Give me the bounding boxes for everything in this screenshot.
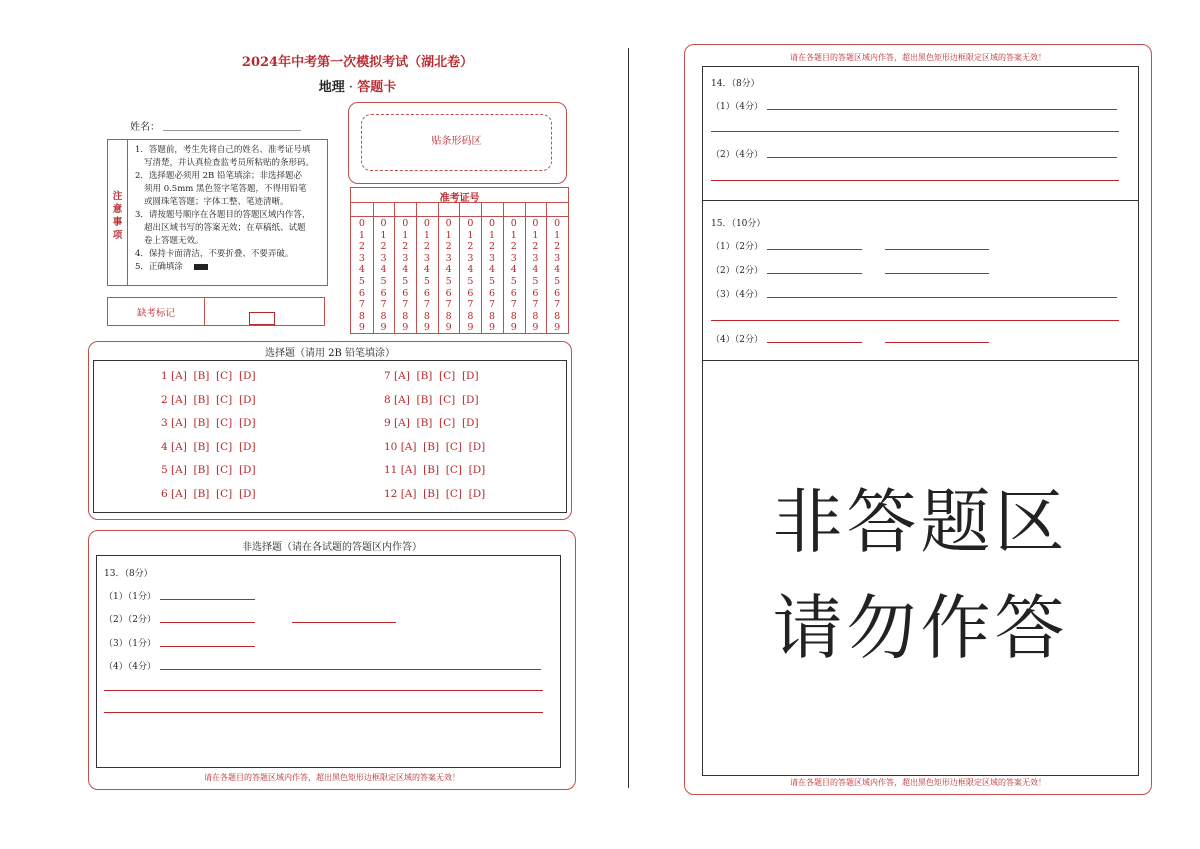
ticket-column xyxy=(351,202,374,333)
ticket-digit-bubble[interactable]: 5 xyxy=(467,275,474,287)
ticket-digit-bubble[interactable]: 5 xyxy=(423,275,430,287)
q14-part2-line-2[interactable] xyxy=(711,180,1119,181)
ticket-digit-bubble[interactable]: 2 xyxy=(467,241,474,253)
q13-part4-line-3[interactable] xyxy=(104,712,543,713)
ticket-digit-bubble[interactable]: 0 xyxy=(402,218,409,229)
ticket-digit-bubble[interactable]: 0 xyxy=(445,218,452,229)
ticket-digit-bubble[interactable]: 9 xyxy=(489,322,496,334)
left-warning: 请在各题目的答题区域内作答，超出黑色矩形边框限定区域的答案无效！ xyxy=(204,773,460,782)
ticket-digit-bubble[interactable]: 1 xyxy=(380,229,387,241)
ticket-column xyxy=(481,202,504,333)
ticket-digit-bubble[interactable]: 8 xyxy=(532,310,539,322)
ticket-digit-bubble[interactable]: 2 xyxy=(532,241,539,253)
ticket-label: 准考证号 xyxy=(439,193,480,204)
name-input-line[interactable] xyxy=(163,130,301,131)
ticket-digit-bubble[interactable]: 2 xyxy=(358,241,365,253)
choice-question-row[interactable]: 4 [A] [B] [C] [D] xyxy=(161,440,256,453)
subject-name: 地理 xyxy=(318,80,345,95)
ticket-digit-bubble[interactable]: 6 xyxy=(489,287,496,299)
ticket-digit-bubble[interactable]: 8 xyxy=(445,310,452,322)
barcode-outer xyxy=(348,102,567,184)
choice-question-row[interactable]: 9 [A] [B] [C] [D] xyxy=(384,417,479,429)
fill-sample-mark xyxy=(194,264,208,270)
notice-line xyxy=(135,261,327,274)
ticket-digit-bubble[interactable]: 5 xyxy=(554,275,561,287)
ticket-digit-bubble[interactable]: 4 xyxy=(380,264,387,276)
notice-side-char: 意 xyxy=(112,204,123,215)
ticket-digit-bubble[interactable]: 6 xyxy=(554,287,561,299)
q14-part1-label: （1）（4分） xyxy=(711,102,763,112)
ticket-digit-bubble[interactable]: 9 xyxy=(423,322,430,334)
notice-side-char: 项 xyxy=(112,230,123,241)
ticket-digit-bubble[interactable]: 2 xyxy=(489,241,496,253)
q15-part3-line-2[interactable] xyxy=(711,320,1119,321)
ticket-digit-bubble[interactable]: 1 xyxy=(532,229,539,241)
q15-part4-line-a[interactable] xyxy=(767,342,862,343)
choice-question-row[interactable]: 6 [A] [B] [C] [D] xyxy=(161,487,256,500)
ticket-digit-bubble[interactable]: 0 xyxy=(532,218,539,229)
subject-dot: · xyxy=(348,80,354,95)
ticket-digit-bubble[interactable]: 7 xyxy=(423,299,430,311)
q15-part4-line-b[interactable] xyxy=(885,342,989,343)
choice-question-row[interactable]: 11 [A] [B] [C] [D] xyxy=(384,464,486,476)
ticket-digit-bubble[interactable]: 6 xyxy=(402,287,409,299)
ticket-digit-bubble[interactable]: 7 xyxy=(358,299,365,311)
ticket-digit-bubble[interactable]: 8 xyxy=(510,310,517,322)
right-bottom-warning: 请在各题目的答题区域内作答，超出黑色矩形边框限定区域的答案无效！ xyxy=(790,778,1046,787)
q13-part2-line-b[interactable] xyxy=(292,622,396,623)
ticket-column xyxy=(503,202,526,333)
ticket-digit-bubble[interactable]: 5 xyxy=(532,275,539,287)
absent-box xyxy=(107,297,325,326)
choice-question-row[interactable]: 8 [A] [B] [C] [D] xyxy=(384,393,479,406)
ticket-digit-bubble[interactable]: 0 xyxy=(554,218,561,229)
q13-part2-line-a[interactable] xyxy=(160,622,255,623)
ticket-digit-bubble[interactable]: 1 xyxy=(489,229,496,241)
notice-line: 写清楚，并认真检查监考员所粘贴的条形码。 xyxy=(144,158,315,168)
notice-line: 超出区域书写的答案无效；在草稿纸、试题 xyxy=(144,223,306,233)
ticket-digit-bubble[interactable]: 4 xyxy=(402,264,409,276)
ticket-grid xyxy=(350,187,569,334)
no-answer-line-1: 非答题区 xyxy=(772,481,1069,563)
barcode-label: 贴条形码区 xyxy=(431,136,482,147)
ticket-column xyxy=(546,202,568,333)
ticket-digit-bubble[interactable]: 3 xyxy=(445,252,452,264)
ticket-digit-bubble[interactable]: 5 xyxy=(489,275,496,287)
ticket-column xyxy=(438,202,461,333)
q13-head: 13．（8分） xyxy=(104,569,153,579)
choice-question-row[interactable]: 10 [A] [B] [C] [D] xyxy=(384,440,486,453)
ticket-digit-bubble[interactable]: 7 xyxy=(532,299,539,311)
ticket-digit-bubble[interactable]: 3 xyxy=(554,252,561,264)
ticket-digit-bubble[interactable]: 3 xyxy=(467,252,474,264)
ticket-digit-bubble[interactable]: 2 xyxy=(445,241,452,253)
ticket-column xyxy=(460,202,483,333)
ticket-digit-bubble[interactable]: 7 xyxy=(402,299,409,311)
choice-title: 选择题（请用 2B 铅笔填涂） xyxy=(264,348,396,359)
page-divider xyxy=(628,48,629,788)
ticket-digit-bubble[interactable]: 5 xyxy=(510,275,517,287)
name-label: 姓名： xyxy=(130,122,160,133)
notice-line: 3．请按题号顺序在各题目的答题区域内作答， xyxy=(135,210,311,220)
absent-label: 缺考标记 xyxy=(136,308,175,319)
ticket-digit-bubble[interactable]: 3 xyxy=(510,252,517,264)
ticket-digit-bubble[interactable]: 6 xyxy=(423,287,430,299)
subject-line xyxy=(0,76,715,95)
ticket-digit-bubble[interactable]: 8 xyxy=(489,310,496,322)
ticket-digit-bubble[interactable]: 2 xyxy=(554,241,561,253)
ticket-digit-bubble[interactable]: 5 xyxy=(358,275,365,287)
ticket-digit-bubble[interactable]: 1 xyxy=(423,229,430,241)
ticket-digit-bubble[interactable]: 3 xyxy=(380,252,387,264)
notice-fill-example: 5．正确填涂 xyxy=(135,262,183,272)
ticket-digit-bubble[interactable]: 5 xyxy=(445,275,452,287)
ticket-digit-bubble[interactable]: 0 xyxy=(358,218,365,229)
ticket-digit-bubble[interactable]: 8 xyxy=(402,310,409,322)
choice-question-row[interactable]: 7 [A] [B] [C] [D] xyxy=(384,370,479,382)
q13-part3-label: （3）（1分） xyxy=(104,639,156,649)
nonchoice-section xyxy=(88,530,576,790)
q15-part2-line-a[interactable] xyxy=(767,273,862,274)
card-type: 答题卡 xyxy=(357,80,397,95)
q14-separator xyxy=(1137,200,1139,201)
ticket-digit-bubble[interactable]: 2 xyxy=(380,241,387,253)
ticket-digit-bubble[interactable]: 6 xyxy=(532,287,539,299)
ticket-digit-bubble[interactable]: 7 xyxy=(380,299,387,311)
choice-question-row[interactable]: 1 [A] [B] [C] [D] xyxy=(161,370,256,382)
q15-part4-label: （4）（2分） xyxy=(711,335,763,345)
q14-head: 14．（8分） xyxy=(711,79,760,89)
ticket-digit-bubble[interactable]: 9 xyxy=(467,322,474,334)
q15-part3-line-1[interactable] xyxy=(767,297,1117,298)
exam-title: 2024年中考第一次模拟考试（湖北卷） xyxy=(241,55,474,70)
ticket-digit-bubble[interactable]: 0 xyxy=(423,218,430,229)
ticket-digit-bubble[interactable]: 7 xyxy=(467,299,474,311)
q15-part1-line-a[interactable] xyxy=(767,249,862,250)
ticket-digit-bubble[interactable]: 1 xyxy=(358,229,365,241)
q15-part2-line-b[interactable] xyxy=(885,273,989,274)
q13-part4-line-2[interactable] xyxy=(104,690,543,691)
ticket-column xyxy=(394,202,417,333)
notice-box xyxy=(107,139,328,286)
ticket-digit-bubble[interactable]: 5 xyxy=(402,275,409,287)
ticket-digit-bubble[interactable]: 4 xyxy=(510,264,517,276)
q13-frame xyxy=(96,555,561,768)
ticket-digit-bubble[interactable]: 6 xyxy=(510,287,517,299)
q13-part4-line-1[interactable] xyxy=(160,669,541,670)
ticket-column xyxy=(373,202,396,333)
q15-frame xyxy=(702,200,1139,361)
ticket-digit-bubble[interactable]: 6 xyxy=(380,287,387,299)
ticket-digit-bubble[interactable]: 6 xyxy=(445,287,452,299)
ticket-digit-bubble[interactable]: 1 xyxy=(467,229,474,241)
ticket-column xyxy=(416,202,439,333)
q15-part1-label: （1）（2分） xyxy=(711,242,763,252)
ticket-digit-bubble[interactable]: 6 xyxy=(358,287,365,299)
notice-line: 4．保持卡面清洁，不要折叠、不要弄破。 xyxy=(135,249,294,259)
ticket-digit-bubble[interactable]: 1 xyxy=(510,229,517,241)
q13-part2-label: （2）（2分） xyxy=(104,615,156,625)
choice-question-row[interactable]: 3 [A] [B] [C] [D] xyxy=(161,417,256,429)
ticket-digit-bubble[interactable]: 1 xyxy=(445,229,452,241)
right-top-warning: 请在各题目的答题区域内作答，超出黑色矩形边框限定区域的答案无效！ xyxy=(790,53,1046,62)
notice-line: 或圆珠笔答题；字体工整、笔迹清晰。 xyxy=(144,197,289,207)
q15-head: 15．（10分） xyxy=(711,219,766,229)
absent-checkbox[interactable] xyxy=(249,312,275,325)
q13-part1-label: （1）（1分） xyxy=(104,592,156,602)
ticket-digit-bubble[interactable]: 4 xyxy=(423,264,430,276)
q15-part3-label: （3）（4分） xyxy=(711,290,763,300)
no-answer-frame xyxy=(702,361,1139,776)
q14-part2-label: （2）（4分） xyxy=(711,150,763,160)
ticket-digit-bubble[interactable]: 4 xyxy=(489,264,496,276)
ticket-digit-bubble[interactable]: 3 xyxy=(423,252,430,264)
ticket-digit-bubble[interactable]: 7 xyxy=(489,299,496,311)
ticket-digit-bubble[interactable]: 4 xyxy=(358,264,365,276)
ticket-digit-bubble[interactable]: 0 xyxy=(380,218,387,229)
notice-side xyxy=(108,140,128,285)
q14-part1-line-2[interactable] xyxy=(711,131,1119,132)
choice-question-row[interactable]: 5 [A] [B] [C] [D] xyxy=(161,464,256,476)
notice-line: 2．选择题必须用 2B 铅笔填涂；非选择题必 xyxy=(135,171,302,181)
ticket-digit-bubble[interactable]: 8 xyxy=(467,310,474,322)
ticket-digit-bubble[interactable]: 9 xyxy=(402,322,409,334)
ticket-digit-bubble[interactable]: 8 xyxy=(423,310,430,322)
barcode-inner xyxy=(361,114,552,171)
ticket-digit-bubble[interactable]: 8 xyxy=(554,310,561,322)
choice-question-row[interactable]: 12 [A] [B] [C] [D] xyxy=(384,487,486,500)
ticket-digit-bubble[interactable]: 1 xyxy=(402,229,409,241)
ticket-digit-bubble[interactable]: 9 xyxy=(510,322,517,334)
q13-part4-label: （4）（4分） xyxy=(104,662,156,672)
ticket-digit-bubble[interactable]: 0 xyxy=(489,218,496,229)
choice-question-row[interactable]: 2 [A] [B] [C] [D] xyxy=(161,393,256,406)
ticket-digit-bubble[interactable]: 4 xyxy=(467,264,474,276)
ticket-digit-bubble[interactable]: 9 xyxy=(380,322,387,334)
q13-part1-line[interactable] xyxy=(160,599,255,600)
ticket-digit-bubble[interactable]: 3 xyxy=(489,252,496,264)
ticket-digit-bubble[interactable]: 2 xyxy=(423,241,430,253)
notice-side-char: 事 xyxy=(112,217,123,228)
ticket-digit-bubble[interactable]: 2 xyxy=(510,241,517,253)
q14-part2-line-1[interactable] xyxy=(767,157,1117,158)
ticket-digit-bubble[interactable]: 3 xyxy=(402,252,409,264)
ticket-digit-bubble[interactable]: 1 xyxy=(554,229,561,241)
notice-side-char: 注 xyxy=(112,191,123,202)
ticket-digit-bubble[interactable]: 7 xyxy=(445,299,452,311)
ticket-digit-bubble[interactable]: 2 xyxy=(402,241,409,253)
nonchoice-title: 非选择题（请在各试题的答题区内作答） xyxy=(242,542,422,553)
ticket-digit-bubble[interactable]: 8 xyxy=(358,310,365,322)
q14-part1-line-1[interactable] xyxy=(767,109,1117,110)
ticket-digit-bubble[interactable]: 4 xyxy=(445,264,452,276)
ticket-digit-bubble[interactable]: 6 xyxy=(467,287,474,299)
notice-line: 卷上答题无效。 xyxy=(144,236,204,246)
ticket-digit-bubble[interactable]: 7 xyxy=(510,299,517,311)
q15-part1-line-b[interactable] xyxy=(885,249,989,250)
ticket-digit-bubble[interactable]: 9 xyxy=(445,322,452,334)
ticket-digit-bubble[interactable]: 9 xyxy=(358,322,365,334)
ticket-digit-bubble[interactable]: 7 xyxy=(554,299,561,311)
ticket-digit-bubble[interactable]: 9 xyxy=(554,322,561,334)
q15-part2-label: （2）（2分） xyxy=(711,266,763,276)
ticket-digit-bubble[interactable]: 4 xyxy=(532,264,539,276)
ticket-digit-bubble[interactable]: 3 xyxy=(358,252,365,264)
absent-divider xyxy=(204,298,205,325)
ticket-columns xyxy=(351,202,568,333)
q13-part3-line[interactable] xyxy=(160,646,255,647)
ticket-digit-bubble[interactable]: 5 xyxy=(380,275,387,287)
no-answer-line-2: 请勿作答 xyxy=(772,587,1069,669)
ticket-digit-bubble[interactable]: 0 xyxy=(510,218,517,229)
ticket-digit-bubble[interactable]: 3 xyxy=(532,252,539,264)
notice-line: 须用 0.5mm 黑色签字笔答题，不得用铅笔 xyxy=(144,184,307,194)
ticket-digit-bubble[interactable]: 9 xyxy=(532,322,539,334)
ticket-digit-bubble[interactable]: 0 xyxy=(467,218,474,229)
ticket-digit-bubble[interactable]: 8 xyxy=(380,310,387,322)
ticket-digit-bubble[interactable]: 4 xyxy=(554,264,561,276)
ticket-column xyxy=(525,202,548,333)
notice-line: 1．答题前，考生先将自己的姓名、准考证号填 xyxy=(135,145,311,155)
